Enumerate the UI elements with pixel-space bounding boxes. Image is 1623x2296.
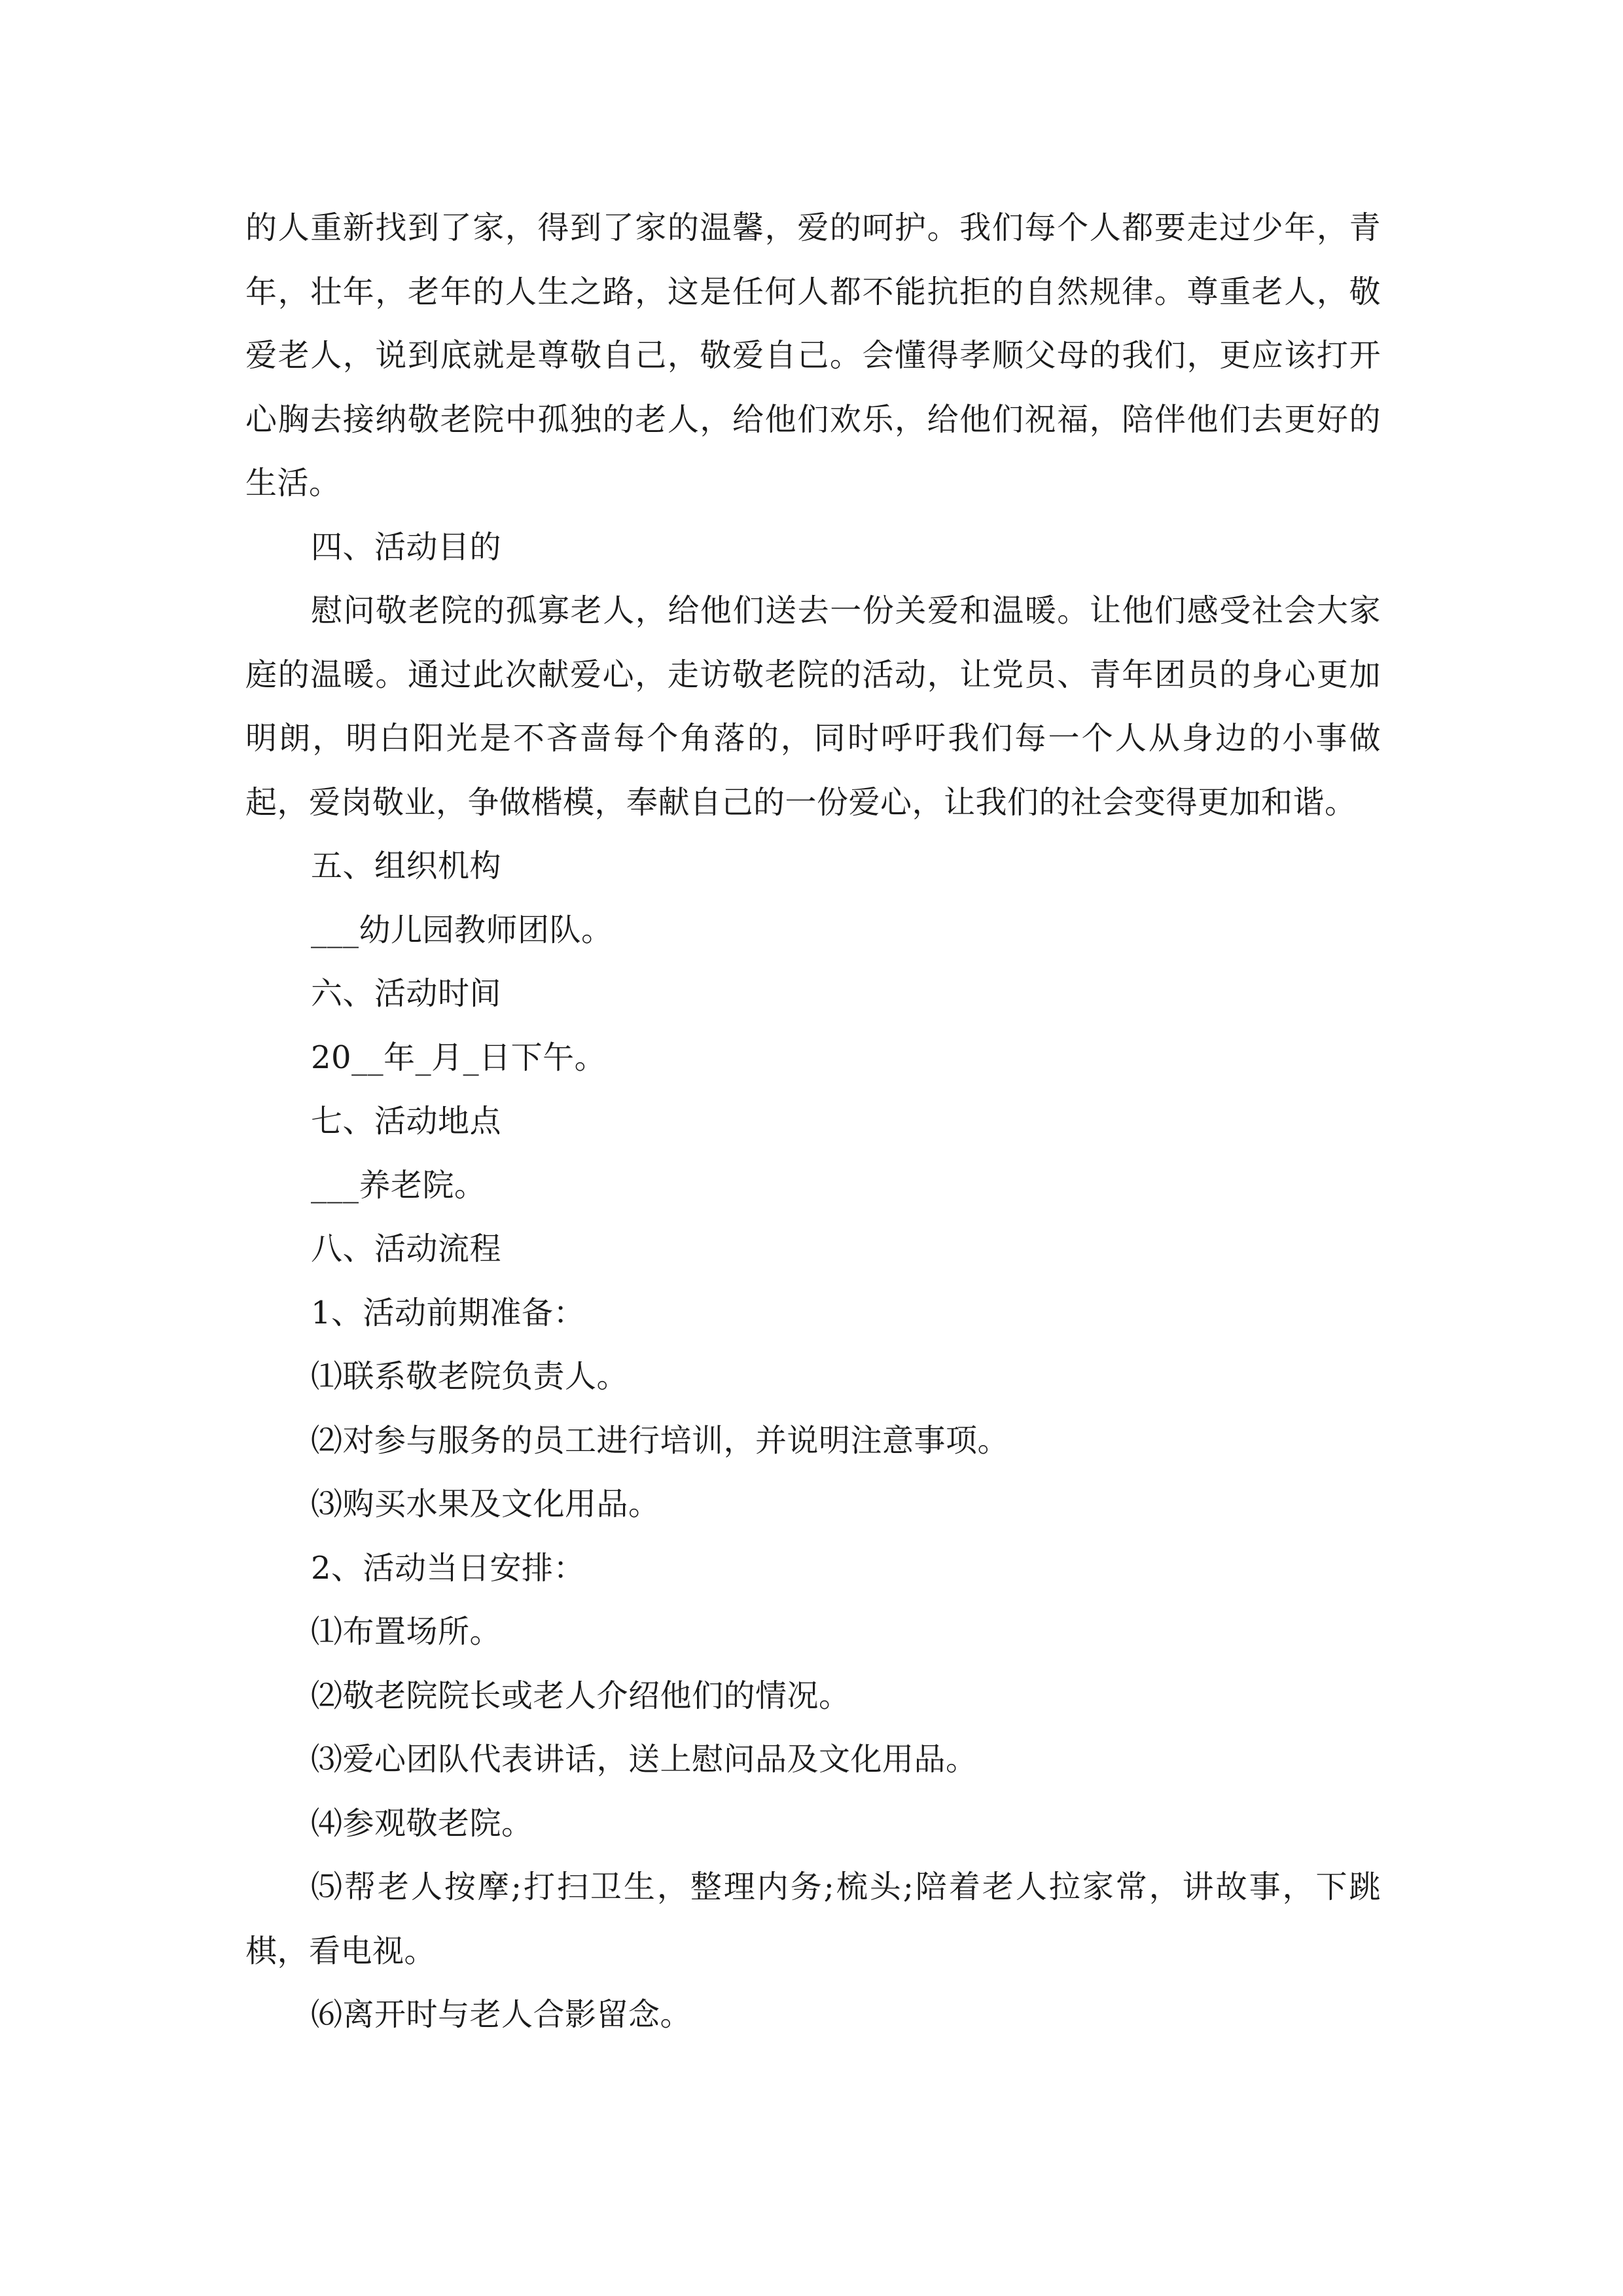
section-heading-organization: 五、组织机构 bbox=[311, 848, 502, 884]
list-item: ⑶购买水果及文化用品。 bbox=[311, 1486, 660, 1522]
step-heading-day-schedule: 2、活动当日安排： bbox=[311, 1549, 586, 1587]
list-item: ⑵敬老院院长或老人介绍他们的情况。 bbox=[311, 1677, 851, 1714]
document-body bbox=[245, 196, 1381, 2047]
paragraph-time: 20__年_月_日下午。 bbox=[311, 1039, 607, 1076]
paragraph-location: ___养老院。 bbox=[311, 1166, 486, 1204]
section-heading-time: 六、活动时间 bbox=[311, 975, 502, 1012]
list-item: ⑹离开时与老人合影留念。 bbox=[311, 1996, 692, 2033]
list-item: ⑷参观敬老院。 bbox=[311, 1804, 533, 1842]
list-item: ⑸帮老人按摩;打扫卫生，整理内务;梳头;陪着老人拉家常，讲故事，下跳棋，看电视。 bbox=[245, 1869, 1381, 1969]
list-item: ⑴布置场所。 bbox=[311, 1613, 502, 1650]
paragraph-organization: ___幼儿园教师团队。 bbox=[311, 911, 613, 948]
list-item: ⑶爱心团队代表讲话，送上慰问品及文化用品。 bbox=[311, 1741, 978, 1778]
section-heading-process: 八、活动流程 bbox=[311, 1230, 502, 1267]
section-heading-purpose: 四、活动目的 bbox=[311, 528, 502, 565]
paragraph-purpose: 慰问敬老院的孤寡老人，给他们送去一份关爱和温暖。让他们感受社会大家庭的温暖。通过此次献爱心，走访敬老院的活动，让党员、青年团员的身心更加明朗，明白阳光是不吝啬每个角落的，同时呼吁我们每一个人从身边的小事做起，爱岗敬业，争做楷模，奉献自己的一份爱心，让我们的社会变得更加和谐。 bbox=[245, 592, 1381, 821]
section-heading-location: 七、活动地点 bbox=[311, 1103, 502, 1139]
paragraph-intro-continued: 的人重新找到了家，得到了家的温馨，爱的呵护。我们每个人都要走过少年，青年，壮年，老年的人生之路，这是任何人都不能抗拒的自然规律。尊重老人，敬爱老人，说到底就是尊敬自己，敬爱自己。会懂得孝顺父母的我们，更应该打开心胸去接纳敬老院中孤独的老人，给他们欢乐，给他们祝福，陪伴他们去更好的生活。 bbox=[245, 209, 1381, 501]
step-heading-preparation: 1、活动前期准备： bbox=[311, 1294, 586, 1331]
list-item: ⑵对参与服务的员工进行培训，并说明注意事项。 bbox=[311, 1422, 1010, 1459]
list-item: ⑴联系敬老院负责人。 bbox=[311, 1358, 629, 1395]
